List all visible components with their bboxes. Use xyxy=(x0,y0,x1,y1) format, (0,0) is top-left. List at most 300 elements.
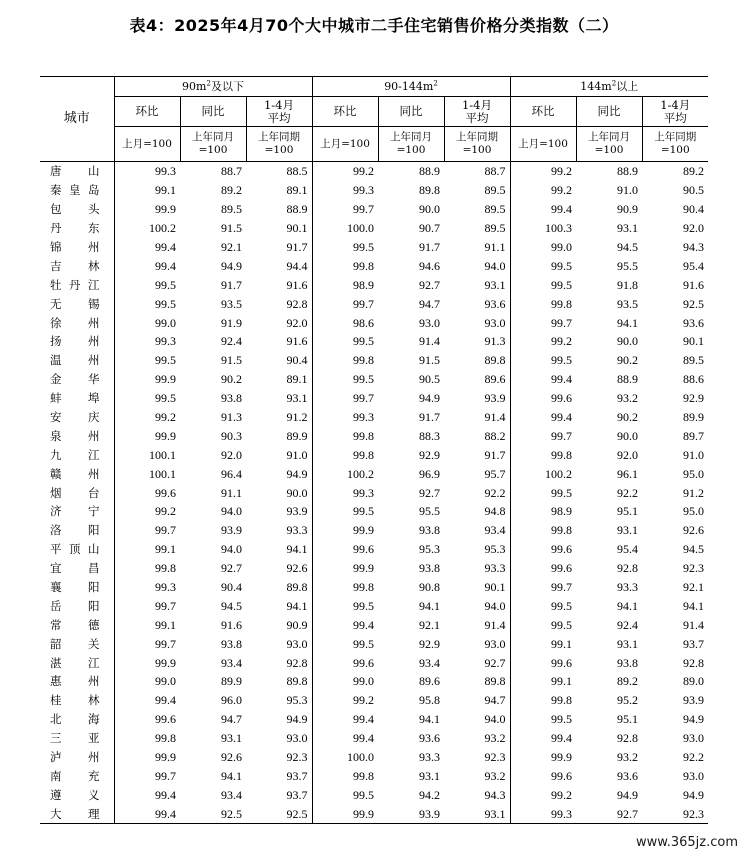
index-value: 92.0 xyxy=(617,447,638,462)
index-value: 88.9 xyxy=(617,164,638,179)
index-value: 89.6 xyxy=(444,370,510,389)
index-value: 89.8 xyxy=(246,578,312,597)
index-value: 99.7 xyxy=(353,296,374,311)
index-value: 91.0 xyxy=(683,447,704,462)
index-value: 95.4 xyxy=(683,258,704,273)
index-value: 100.1 xyxy=(149,466,176,481)
city-column-header: 城市 xyxy=(40,77,114,162)
base-cell: 上年同月 =100 xyxy=(576,127,642,162)
index-value: 90.1 xyxy=(444,578,510,597)
index-value: 94.9 xyxy=(683,787,704,802)
index-value: 92.7 xyxy=(617,806,638,821)
index-value: 88.3 xyxy=(419,428,440,443)
index-value: 90.0 xyxy=(617,428,638,443)
index-value: 100.0 xyxy=(347,221,374,236)
index-value: 99.8 xyxy=(551,693,572,708)
index-value: 99.8 xyxy=(353,258,374,273)
index-value: 99.4 xyxy=(155,787,176,802)
city-name: 温州 xyxy=(40,351,114,370)
city-name: 遵义 xyxy=(40,785,114,804)
index-value: 99.6 xyxy=(551,391,572,406)
index-value: 94.1 xyxy=(221,768,242,783)
index-value: 100.2 xyxy=(149,221,176,236)
index-value: 99.6 xyxy=(353,655,374,670)
index-value: 91.9 xyxy=(221,315,242,330)
index-value: 99.7 xyxy=(551,315,572,330)
index-value: 99.6 xyxy=(551,561,572,576)
index-value: 94.9 xyxy=(419,391,440,406)
index-value: 94.0 xyxy=(444,256,510,275)
index-value: 99.3 xyxy=(155,334,176,349)
index-value: 99.8 xyxy=(353,768,374,783)
index-value: 94.5 xyxy=(221,598,242,613)
index-value: 93.1 xyxy=(246,389,312,408)
table-row xyxy=(40,483,708,502)
index-value: 99.9 xyxy=(155,202,176,217)
city-name: 泸州 xyxy=(40,748,114,767)
index-value: 91.2 xyxy=(683,485,704,500)
index-value: 99.5 xyxy=(353,372,374,387)
index-value: 99.5 xyxy=(551,712,572,727)
index-value: 93.4 xyxy=(419,655,440,670)
index-value: 98.9 xyxy=(353,277,374,292)
index-value: 99.5 xyxy=(353,598,374,613)
index-value: 99.6 xyxy=(551,655,572,670)
table-row xyxy=(40,351,708,370)
table-header xyxy=(40,77,708,162)
city-name: 锦州 xyxy=(40,238,114,257)
index-value: 94.1 xyxy=(419,598,440,613)
index-value: 93.9 xyxy=(444,389,510,408)
city-name: 常德 xyxy=(40,615,114,634)
index-value: 89.8 xyxy=(444,672,510,691)
index-value: 92.4 xyxy=(221,334,242,349)
index-value: 99.8 xyxy=(551,447,572,462)
index-value: 99.7 xyxy=(353,202,374,217)
index-value: 89.8 xyxy=(444,351,510,370)
city-name: 襄阳 xyxy=(40,578,114,597)
table-body xyxy=(40,162,708,824)
index-value: 93.1 xyxy=(444,804,510,823)
index-value: 99.8 xyxy=(551,296,572,311)
index-value: 94.1 xyxy=(683,598,704,613)
index-value: 93.8 xyxy=(617,655,638,670)
index-value: 89.8 xyxy=(419,183,440,198)
city-name: 徐州 xyxy=(40,313,114,332)
index-value: 94.1 xyxy=(617,315,638,330)
index-value: 93.9 xyxy=(246,502,312,521)
index-value: 93.6 xyxy=(419,731,440,746)
index-value: 90.4 xyxy=(683,202,704,217)
index-value: 93.1 xyxy=(617,636,638,651)
index-value: 93.3 xyxy=(246,521,312,540)
group-header-large: $144m^2$以上 xyxy=(510,77,708,97)
table-row xyxy=(40,729,708,748)
city-name: 无锡 xyxy=(40,294,114,313)
index-value: 95.7 xyxy=(444,464,510,483)
index-value: 99.6 xyxy=(155,712,176,727)
city-name: 吉林 xyxy=(40,256,114,275)
index-value: 89.5 xyxy=(444,181,510,200)
index-value: 93.3 xyxy=(419,750,440,765)
index-value: 93.6 xyxy=(683,315,704,330)
subheader-cell: 同比 xyxy=(180,97,246,127)
index-value: 99.5 xyxy=(551,353,572,368)
index-value: 99.1 xyxy=(155,183,176,198)
index-value: 94.0 xyxy=(444,710,510,729)
index-value: 95.2 xyxy=(617,693,638,708)
index-value: 89.2 xyxy=(683,164,704,179)
index-value: 90.9 xyxy=(246,615,312,634)
index-value: 92.0 xyxy=(246,313,312,332)
index-value: 94.1 xyxy=(246,596,312,615)
index-value: 92.0 xyxy=(683,221,704,236)
index-value: 99.8 xyxy=(353,447,374,462)
index-value: 99.2 xyxy=(353,164,374,179)
city-name: 济宁 xyxy=(40,502,114,521)
index-value: 92.3 xyxy=(246,748,312,767)
index-value: 99.6 xyxy=(551,542,572,557)
city-name: 金华 xyxy=(40,370,114,389)
base-cell: 上年同期 =100 xyxy=(642,127,708,162)
table-row xyxy=(40,275,708,294)
index-value: 89.9 xyxy=(221,674,242,689)
index-value: 91.8 xyxy=(617,277,638,292)
index-value: 99.2 xyxy=(551,787,572,802)
index-value: 92.7 xyxy=(419,485,440,500)
index-value: 92.2 xyxy=(683,750,704,765)
index-value: 92.6 xyxy=(683,523,704,538)
index-value: 88.9 xyxy=(617,372,638,387)
index-value: 93.9 xyxy=(683,693,704,708)
index-value: 92.2 xyxy=(617,485,638,500)
index-value: 95.5 xyxy=(617,258,638,273)
table-row xyxy=(40,370,708,389)
index-value: 93.3 xyxy=(617,580,638,595)
index-value: 93.1 xyxy=(444,275,510,294)
index-value: 95.1 xyxy=(617,504,638,519)
table-row xyxy=(40,653,708,672)
index-value: 89.2 xyxy=(617,674,638,689)
index-value: 99.2 xyxy=(551,334,572,349)
index-value: 92.1 xyxy=(419,617,440,632)
city-name: 九江 xyxy=(40,445,114,464)
index-value: 89.5 xyxy=(683,353,704,368)
index-value: 93.2 xyxy=(444,729,510,748)
index-value: 99.5 xyxy=(353,240,374,254)
city-name: 唐山 xyxy=(40,162,114,181)
index-value: 90.4 xyxy=(221,580,242,595)
index-value: 93.0 xyxy=(683,731,704,746)
index-value: 94.3 xyxy=(444,785,510,804)
index-value: 94.9 xyxy=(246,464,312,483)
city-name: 桂林 xyxy=(40,691,114,710)
index-value: 92.4 xyxy=(617,617,638,632)
index-value: 89.5 xyxy=(221,202,242,217)
table-row xyxy=(40,313,708,332)
index-value: 93.8 xyxy=(419,523,440,538)
index-value: 94.0 xyxy=(221,504,242,519)
index-value: 99.4 xyxy=(155,258,176,273)
index-value: 88.2 xyxy=(444,426,510,445)
index-value: 90.5 xyxy=(683,183,704,198)
index-value: 91.7 xyxy=(246,238,312,257)
city-name: 扬州 xyxy=(40,332,114,351)
index-value: 99.8 xyxy=(353,353,374,368)
index-value: 89.5 xyxy=(444,200,510,219)
base-cell: 上月=100 xyxy=(312,127,378,162)
index-value: 92.9 xyxy=(683,391,704,406)
index-value: 92.8 xyxy=(246,653,312,672)
subheader-cell: 1-4月 平均 xyxy=(246,97,312,127)
index-value: 91.6 xyxy=(221,617,242,632)
table-row xyxy=(40,200,708,219)
index-value: 90.1 xyxy=(246,219,312,238)
index-value: 93.2 xyxy=(617,391,638,406)
index-value: 99.8 xyxy=(155,731,176,746)
table-row xyxy=(40,540,708,559)
index-value: 90.2 xyxy=(221,372,242,387)
index-value: 90.8 xyxy=(419,580,440,595)
city-name: 包头 xyxy=(40,200,114,219)
index-value: 92.3 xyxy=(683,561,704,576)
index-value: 93.9 xyxy=(221,523,242,538)
city-name: 北海 xyxy=(40,710,114,729)
price-index-table xyxy=(40,76,708,824)
index-value: 99.5 xyxy=(353,334,374,349)
index-value: 92.6 xyxy=(221,750,242,765)
index-value: 91.6 xyxy=(683,277,704,292)
index-value: 92.8 xyxy=(617,561,638,576)
index-value: 91.5 xyxy=(221,353,242,368)
index-value: 90.2 xyxy=(617,353,638,368)
index-value: 93.3 xyxy=(444,559,510,578)
index-value: 99.6 xyxy=(353,542,374,557)
table-row xyxy=(40,748,708,767)
index-value: 90.3 xyxy=(221,428,242,443)
index-value: 99.5 xyxy=(551,258,572,273)
city-name: 岳阳 xyxy=(40,596,114,615)
index-value: 93.0 xyxy=(246,729,312,748)
index-value: 93.8 xyxy=(221,636,242,651)
index-value: 93.0 xyxy=(683,768,704,783)
index-value: 99.5 xyxy=(155,391,176,406)
index-value: 89.1 xyxy=(246,181,312,200)
city-name: 牡丹江 xyxy=(40,275,114,294)
index-value: 96.1 xyxy=(617,466,638,481)
index-value: 90.9 xyxy=(617,202,638,217)
index-value: 94.3 xyxy=(683,240,704,254)
index-value: 99.9 xyxy=(155,655,176,670)
index-value: 99.7 xyxy=(353,391,374,406)
table-row xyxy=(40,767,708,786)
index-value: 93.4 xyxy=(221,787,242,802)
subheader-row xyxy=(40,97,708,127)
index-value: 94.5 xyxy=(683,542,704,557)
index-value: 99.2 xyxy=(155,504,176,519)
index-value: 99.5 xyxy=(551,617,572,632)
index-value: 91.4 xyxy=(444,408,510,427)
index-value: 92.8 xyxy=(617,731,638,746)
index-value: 99.9 xyxy=(551,750,572,765)
index-value: 94.9 xyxy=(246,710,312,729)
index-value: 94.9 xyxy=(617,787,638,802)
index-value: 91.0 xyxy=(617,183,638,198)
table-row xyxy=(40,578,708,597)
index-value: 99.8 xyxy=(551,523,572,538)
index-value: 99.2 xyxy=(551,164,572,179)
index-value: 99.8 xyxy=(353,428,374,443)
index-value: 99.4 xyxy=(155,693,176,708)
index-value: 89.8 xyxy=(246,672,312,691)
table-row xyxy=(40,389,708,408)
index-value: 92.3 xyxy=(444,748,510,767)
index-value: 89.0 xyxy=(683,674,704,689)
base-cell: 上年同月 =100 xyxy=(180,127,246,162)
index-value: 95.1 xyxy=(617,712,638,727)
index-value: 99.5 xyxy=(551,598,572,613)
index-value: 92.9 xyxy=(419,636,440,651)
index-value: 99.4 xyxy=(155,240,176,254)
index-value: 90.0 xyxy=(617,334,638,349)
city-name: 三亚 xyxy=(40,729,114,748)
index-value: 93.4 xyxy=(444,521,510,540)
index-value: 100.1 xyxy=(149,447,176,462)
base-cell: 上年同期 =100 xyxy=(444,127,510,162)
index-value: 93.0 xyxy=(246,634,312,653)
index-value: 92.3 xyxy=(683,806,704,821)
index-value: 99.5 xyxy=(551,277,572,292)
index-value: 96.0 xyxy=(221,693,242,708)
index-value: 95.5 xyxy=(419,504,440,519)
city-name: 赣州 xyxy=(40,464,114,483)
index-value: 91.6 xyxy=(246,332,312,351)
index-value: 92.5 xyxy=(246,804,312,823)
index-value: 88.7 xyxy=(444,162,510,181)
index-value: 99.4 xyxy=(551,202,572,217)
index-value: 99.5 xyxy=(353,787,374,802)
index-value: 95.3 xyxy=(444,540,510,559)
table-row xyxy=(40,502,708,521)
subheader-cell: 环比 xyxy=(312,97,378,127)
index-value: 99.5 xyxy=(353,504,374,519)
city-name: 洛阳 xyxy=(40,521,114,540)
index-value: 91.3 xyxy=(221,410,242,425)
index-value: 99.9 xyxy=(353,806,374,821)
table-row xyxy=(40,521,708,540)
index-value: 99.7 xyxy=(155,523,176,538)
index-value: 98.9 xyxy=(551,504,572,519)
index-value: 93.2 xyxy=(617,750,638,765)
index-value: 90.0 xyxy=(419,202,440,217)
index-value: 91.4 xyxy=(444,615,510,634)
index-value: 99.5 xyxy=(155,296,176,311)
index-value: 99.2 xyxy=(353,693,374,708)
table-row xyxy=(40,219,708,238)
index-value: 91.4 xyxy=(419,334,440,349)
subheader-cell: 环比 xyxy=(510,97,576,127)
index-value: 99.9 xyxy=(155,372,176,387)
index-value: 93.6 xyxy=(444,294,510,313)
index-value: 99.5 xyxy=(551,485,572,500)
index-value: 95.0 xyxy=(683,466,704,481)
index-value: 92.1 xyxy=(221,240,242,254)
index-value: 99.5 xyxy=(155,277,176,292)
index-value: 93.8 xyxy=(419,561,440,576)
index-value: 91.7 xyxy=(221,277,242,292)
index-value: 96.9 xyxy=(419,466,440,481)
city-name: 韶关 xyxy=(40,634,114,653)
base-cell: 上月=100 xyxy=(114,127,180,162)
base-row xyxy=(40,127,708,162)
index-value: 89.7 xyxy=(683,428,704,443)
index-value: 88.9 xyxy=(246,200,312,219)
city-name: 惠州 xyxy=(40,672,114,691)
city-name: 宜昌 xyxy=(40,559,114,578)
index-value: 99.4 xyxy=(551,731,572,746)
index-value: 92.7 xyxy=(444,653,510,672)
table-row xyxy=(40,785,708,804)
index-value: 91.7 xyxy=(444,445,510,464)
index-value: 89.5 xyxy=(444,219,510,238)
index-value: 91.1 xyxy=(221,485,242,500)
index-value: 88.6 xyxy=(683,372,704,387)
index-value: 99.7 xyxy=(551,428,572,443)
index-value: 93.7 xyxy=(246,767,312,786)
index-value: 91.0 xyxy=(246,445,312,464)
index-value: 92.5 xyxy=(683,296,704,311)
index-value: 94.1 xyxy=(246,540,312,559)
index-value: 93.7 xyxy=(246,785,312,804)
table-row xyxy=(40,804,708,823)
index-value: 99.1 xyxy=(155,542,176,557)
table-row xyxy=(40,691,708,710)
group-header-medium: $90-144m^2$ xyxy=(312,77,510,97)
index-value: 99.1 xyxy=(551,674,572,689)
city-name: 蚌埠 xyxy=(40,389,114,408)
index-value: 94.7 xyxy=(419,296,440,311)
index-value: 94.7 xyxy=(221,712,242,727)
index-value: 93.4 xyxy=(221,655,242,670)
index-value: 95.3 xyxy=(419,542,440,557)
index-value: 99.9 xyxy=(353,561,374,576)
index-value: 91.7 xyxy=(419,240,440,254)
index-value: 91.3 xyxy=(444,332,510,351)
index-value: 92.1 xyxy=(683,580,704,595)
table-row xyxy=(40,710,708,729)
index-value: 93.0 xyxy=(444,634,510,653)
index-value: 99.4 xyxy=(353,731,374,746)
index-value: 94.9 xyxy=(683,712,704,727)
table-row xyxy=(40,181,708,200)
index-value: 99.8 xyxy=(353,580,374,595)
index-value: 93.1 xyxy=(419,768,440,783)
index-value: 99.0 xyxy=(155,674,176,689)
table-row xyxy=(40,445,708,464)
index-value: 99.7 xyxy=(155,768,176,783)
index-value: 93.1 xyxy=(617,221,638,236)
index-value: 91.6 xyxy=(246,275,312,294)
index-value: 99.3 xyxy=(551,806,572,821)
index-value: 91.1 xyxy=(444,238,510,257)
index-value: 99.6 xyxy=(551,768,572,783)
index-value: 91.7 xyxy=(419,410,440,425)
index-value: 93.0 xyxy=(419,315,440,330)
index-value: 99.3 xyxy=(353,485,374,500)
index-value: 91.4 xyxy=(683,617,704,632)
table-row xyxy=(40,464,708,483)
index-value: 99.9 xyxy=(155,428,176,443)
